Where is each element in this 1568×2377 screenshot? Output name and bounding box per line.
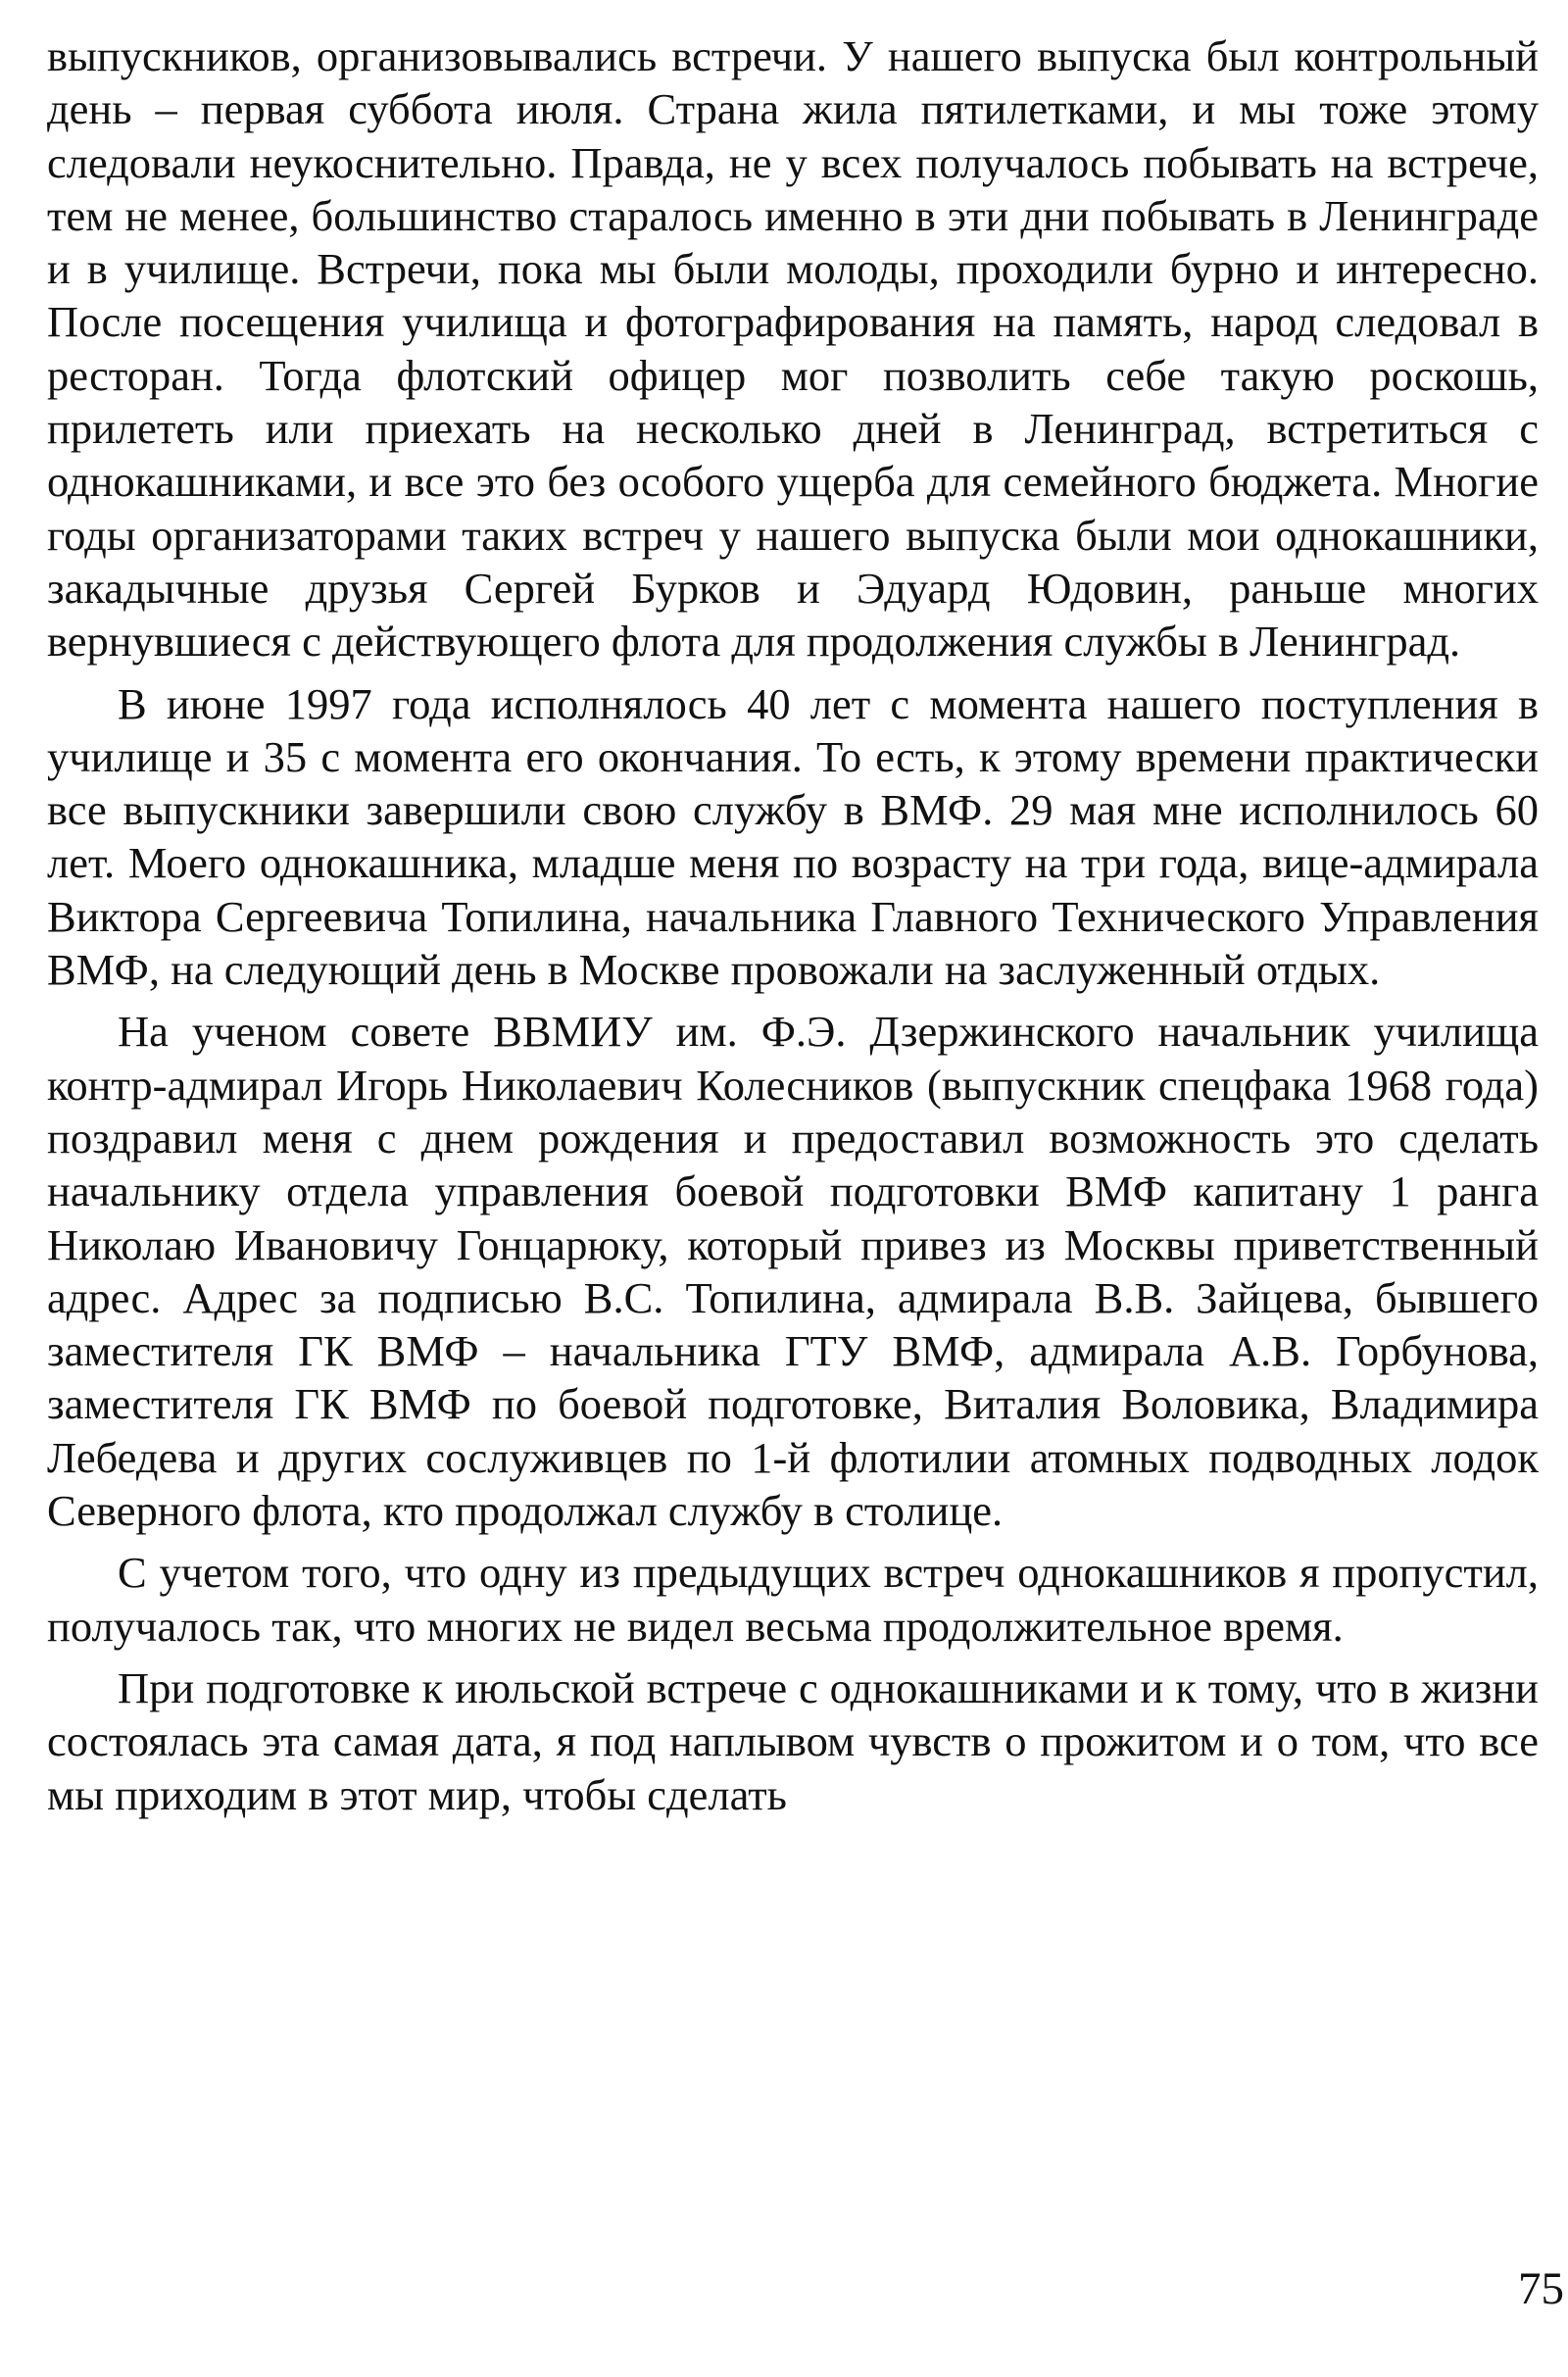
paragraph-academic-council: На ученом совете ВВМИУ им. Ф.Э. Дзержинского начальник училища контр-адмирал Игорь Николаевич Колесников (выпускник спецфака 1968 года) поздравил меня с днем рождения и предоставил возможность это сделать начальнику отдела управления боевой подготовки ВМФ капитану 1 ранга Николаю Ивановичу Гонцарюку, который привез из Москвы приветственный адрес. Адрес за подписью В.С. Топилина, адмирала В.В. Зайцева, бывшего заместителя ГК ВМФ – начальника ГТУ ВМФ, адмирала А.В. Горбунова, заместителя ГК ВМФ по боевой подготовке, Виталия Воловика, Владимира Лебедева и других сослуживцев по 1-й флотилии атомных подводных лодок Северного флота, кто продолжал службу в столице. (47, 1007, 1539, 1536)
paragraph-continuation: выпускников, организовывались встречи. У нашего выпуска был контрольный день – первая суббота июля. Страна жила пятилетками, и мы тоже этому следовали неукоснительно. Правда, не у всех получалось побывать на встрече, тем не менее, большинство старалось именно в эти дни побывать в Ленинграде и в училище. Встречи, пока мы были молоды, проходили бурно и интересно. После посещения училища и фотографирования на память, народ следовал в ресторан. Тогда флотский офицер мог позволить себе такую роскошь, прилететь или приехать на несколько дней в Ленинград, встретиться с однокашниками, и все это без особого ущерба для семейного бюджета. Многие годы организаторами таких встреч у нашего выпуска были мои однокашники, закадычные друзья Сергей Бурков и Эдуард Юдовин, раньше многих вернувшиеся с действующего флота для продолжения службы в Ленинград. (47, 31, 1539, 667)
paragraph-june-1997: В июне 1997 года исполнялось 40 лет с момента нашего поступления в училище и 35 с момента его окончания. То есть, к этому времени практически все выпускники завершили свою службу в ВМФ. 29 мая мне исполнилось 60 лет. Моего однокашника, младше меня по возрасту на три года, вице-адмирала Виктора Сергеевича Топилина, начальника Главного Технического Управления ВМФ, на следующий день в Москве провожали на заслуженный отдых. (47, 678, 1539, 995)
paragraph-missed-meeting: С учетом того, что одну из предыдущих встреч однокашников я пропустил, получалось так, что многих не видел весьма продолжительное время. (47, 1548, 1539, 1651)
page-number: 75 (1518, 2263, 1564, 2314)
paragraph-july-meeting: При подготовке к июльской встрече с однокашниками и к тому, что в жизни состоялась эта самая дата, я под наплывом чувств о прожитом и о том, что все мы приходим в этот мир, чтобы сделать (47, 1662, 1539, 1819)
book-page (47, 29, 1539, 2377)
